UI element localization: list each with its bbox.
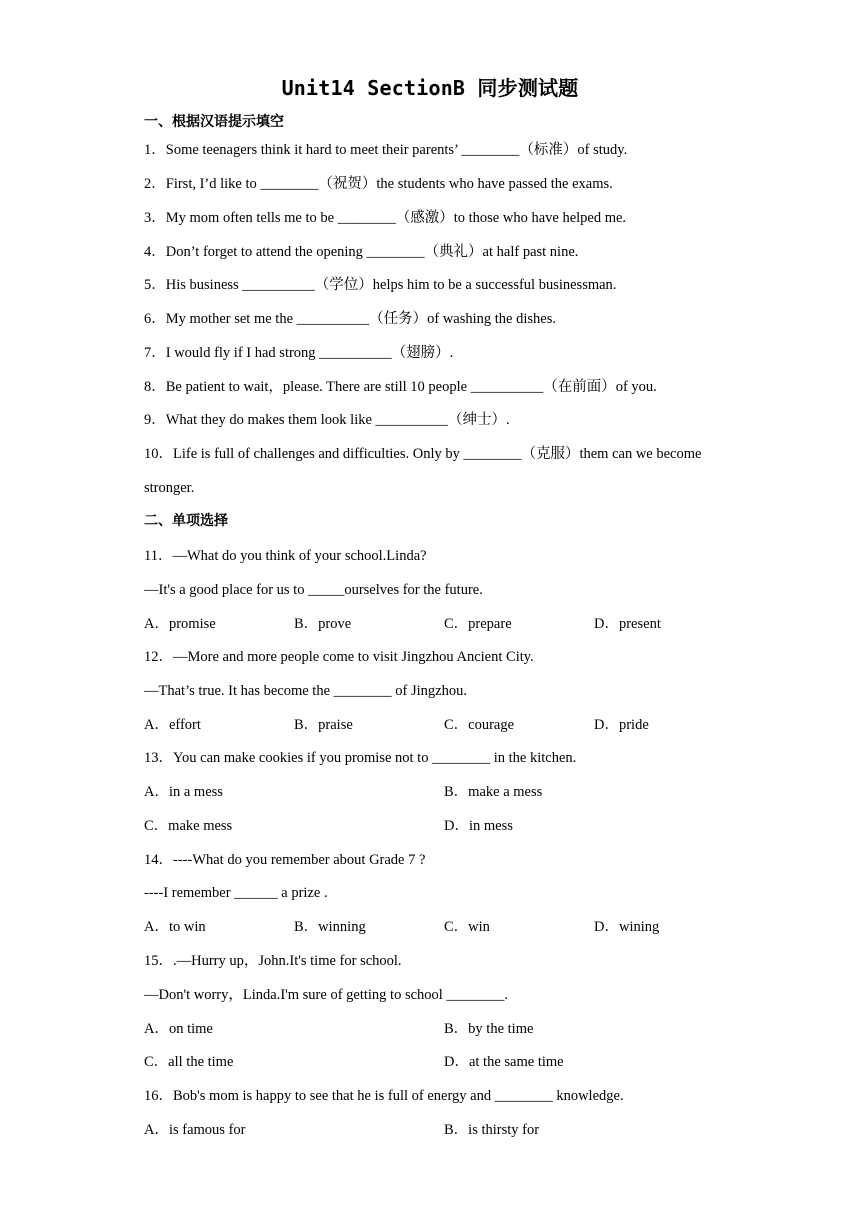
option-14-b: B．winning (294, 919, 366, 935)
question-10-continued: stronger. (144, 480, 195, 496)
question-12-stem: 12．—More and more people come to visit Jingzhou Ancient City. (144, 649, 534, 665)
option-15-d: D．at the same time (444, 1054, 564, 1070)
question-10: 10．Life is full of challenges and difficulties. Only by ________（克服）them can we become (144, 446, 702, 462)
option-12-c: C．courage (444, 717, 515, 733)
question-11-dialogue: —It's a good place for us to _____ourselves for the future. (144, 582, 483, 598)
option-14-a: A．to win (144, 919, 206, 935)
question-6: 6．My mother set me the __________（任务）of washing the dishes. (144, 311, 556, 327)
option-16-a: A．is famous for (144, 1122, 246, 1138)
option-15-a: A．on time (144, 1021, 213, 1037)
option-12-d: D．pride (594, 717, 649, 733)
option-15-b: B．by the time (444, 1021, 534, 1037)
question-11-stem: 11．—What do you think of your school.Linda? (144, 548, 427, 564)
option-12-a: A．effort (144, 717, 201, 733)
option-14-d: D．wining (594, 919, 660, 935)
question-14-stem: 14．----What do you remember about Grade 7 ? (144, 852, 426, 868)
question-3: 3．My mom often tells me to be ________（感激）to those who have helped me. (144, 210, 627, 226)
option-11-d: D．present (594, 616, 661, 632)
question-1: 1．Some teenagers think it hard to meet their parents’ ________（标准）of study. (144, 142, 628, 158)
question-16-stem: 16．Bob's mom is happy to see that he is full of energy and ________ knowledge. (144, 1088, 624, 1104)
question-5: 5．His business __________（学位）helps him to be a successful businessman. (144, 277, 617, 293)
option-13-c: C．make mess (144, 818, 233, 834)
section-heading-multiple-choice: 二、单项选择 (144, 513, 228, 529)
question-12-dialogue: —That’s true. It has become the ________ of Jingzhou. (144, 683, 467, 699)
question-7: 7．I would fly if I had strong __________（翅膀）. (144, 345, 454, 361)
section-heading-fill-in: 一、根据汉语提示填空 (144, 114, 284, 130)
option-14-c: C．win (444, 919, 490, 935)
question-15-stem: 15．.—Hurry up，John.It's time for school. (144, 953, 402, 969)
option-13-b: B．make a mess (444, 784, 543, 800)
question-15-dialogue: —Don't worry，Linda.I'm sure of getting to school ________. (144, 987, 509, 1003)
option-11-c: C．prepare (444, 616, 512, 632)
question-13-stem: 13．You can make cookies if you promise not to ________ in the kitchen. (144, 750, 577, 766)
option-11-a: A．promise (144, 616, 216, 632)
option-12-b: B．praise (294, 717, 353, 733)
question-4: 4．Don’t forget to attend the opening ________（典礼）at half past nine. (144, 244, 579, 260)
option-13-d: D．in mess (444, 818, 513, 834)
question-9: 9．What they do makes them look like __________（绅士）. (144, 412, 510, 428)
question-8: 8．Be patient to wait，please. There are still 10 people __________（在前面）of you. (144, 379, 657, 395)
question-2: 2．First, I’d like to ________（祝贺）the students who have passed the exams. (144, 176, 613, 192)
question-14-dialogue: ----I remember ______ a prize . (144, 885, 328, 901)
option-15-c: C．all the time (144, 1054, 234, 1070)
option-13-a: A．in a mess (144, 784, 223, 800)
option-11-b: B．prove (294, 616, 352, 632)
document-title: Unit14 SectionB 同步测试题 (281, 76, 579, 100)
option-16-b: B．is thirsty for (444, 1122, 540, 1138)
